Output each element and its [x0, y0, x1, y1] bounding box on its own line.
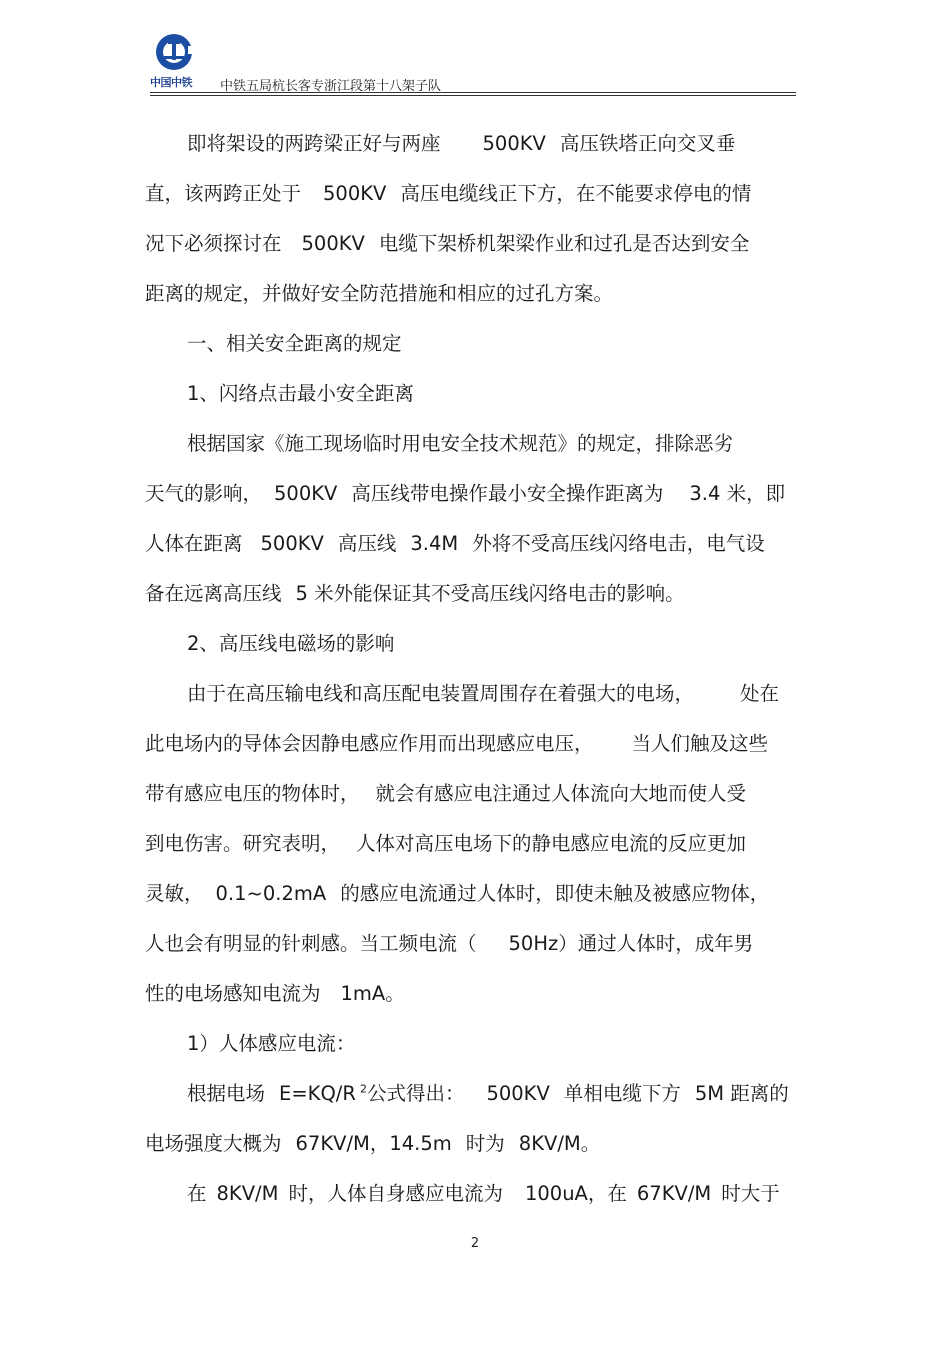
body-line: 灵敏， 0.1~0.2mA 的感应电流通过人体时，即使未触及被感应物体，: [145, 882, 770, 905]
body-line: 根据电场 E=KQ/R $^2$公式得出： 500KV 单相电缆下方 5M 距离的: [187, 1082, 789, 1105]
body-line: 根据国家《施工现场临时用电安全技术规范》的规定，排除恶劣: [187, 432, 734, 455]
header-title: 中铁五局杭长客专浙江段第十八架子队: [220, 79, 442, 94]
subsection-heading: 1）人体感应电流：: [187, 1032, 356, 1055]
page-header: [150, 30, 796, 96]
body-line: 人体在距离 500KV 高压线 3.4M 外将不受高压线闪络电击，电气设: [145, 532, 765, 555]
subsection-heading: 1、闪络点击最小安全距离: [187, 382, 414, 405]
body-line: 在 8KV/M 时，人体自身感应电流为 100uA，在 67KV/M 时大于: [187, 1182, 780, 1205]
body-line: 到电伤害。研究表明， 人体对高压电场下的静电感应电流的反应更加: [145, 832, 747, 855]
logo-text: 中国中铁: [150, 76, 192, 89]
body-line: 性的电场感知电流为 1mA。: [145, 982, 405, 1005]
header-divider: [150, 92, 796, 93]
body-line: 由于在高压输电线和高压配电装置周围存在着强大的电场， 处在: [187, 682, 780, 705]
body-line: 电场强度大概为 67KV/M，14.5m 时为 8KV/M。: [145, 1132, 601, 1155]
body-line: 人也会有明显的针刺感。当工频电流（ 50Hz）通过人体时，成年男: [145, 932, 754, 955]
body-line: 况下必须探讨在 500KV 电缆下架桥机架梁作业和过孔是否达到安全: [145, 232, 750, 255]
body-line: 此电场内的导体会因静电感应作用而出现感应电压， 当人们触及这些: [145, 732, 769, 755]
body-line: 备在远离高压线 5 米外能保证其不受高压线闪络电击的影响。: [145, 582, 685, 605]
page-number: 2: [470, 1236, 480, 1251]
body-line: 带有感应电压的物体时， 就会有感应电注通过人体流向大地而使人受: [145, 782, 747, 805]
header-divider-secondary: [150, 95, 796, 96]
body-line: 即将架设的两跨梁正好与两座 500KV 高压铁塔正向交叉垂: [187, 132, 736, 155]
body-line: 天气的影响， 500KV 高压线带电操作最小安全操作距离为 3.4 米，即: [145, 482, 786, 505]
body-line: 直，该两跨正处于 500KV 高压电缆线正下方，在不能要求停电的情: [145, 182, 752, 205]
subsection-heading: 2、高压线电磁场的影响: [187, 632, 395, 655]
body-line: 距离的规定，并做好安全防范措施和相应的过孔方案。: [145, 282, 614, 305]
section-heading: 一、相关安全距离的规定: [187, 332, 402, 355]
crec-logo-icon: [150, 32, 206, 92]
